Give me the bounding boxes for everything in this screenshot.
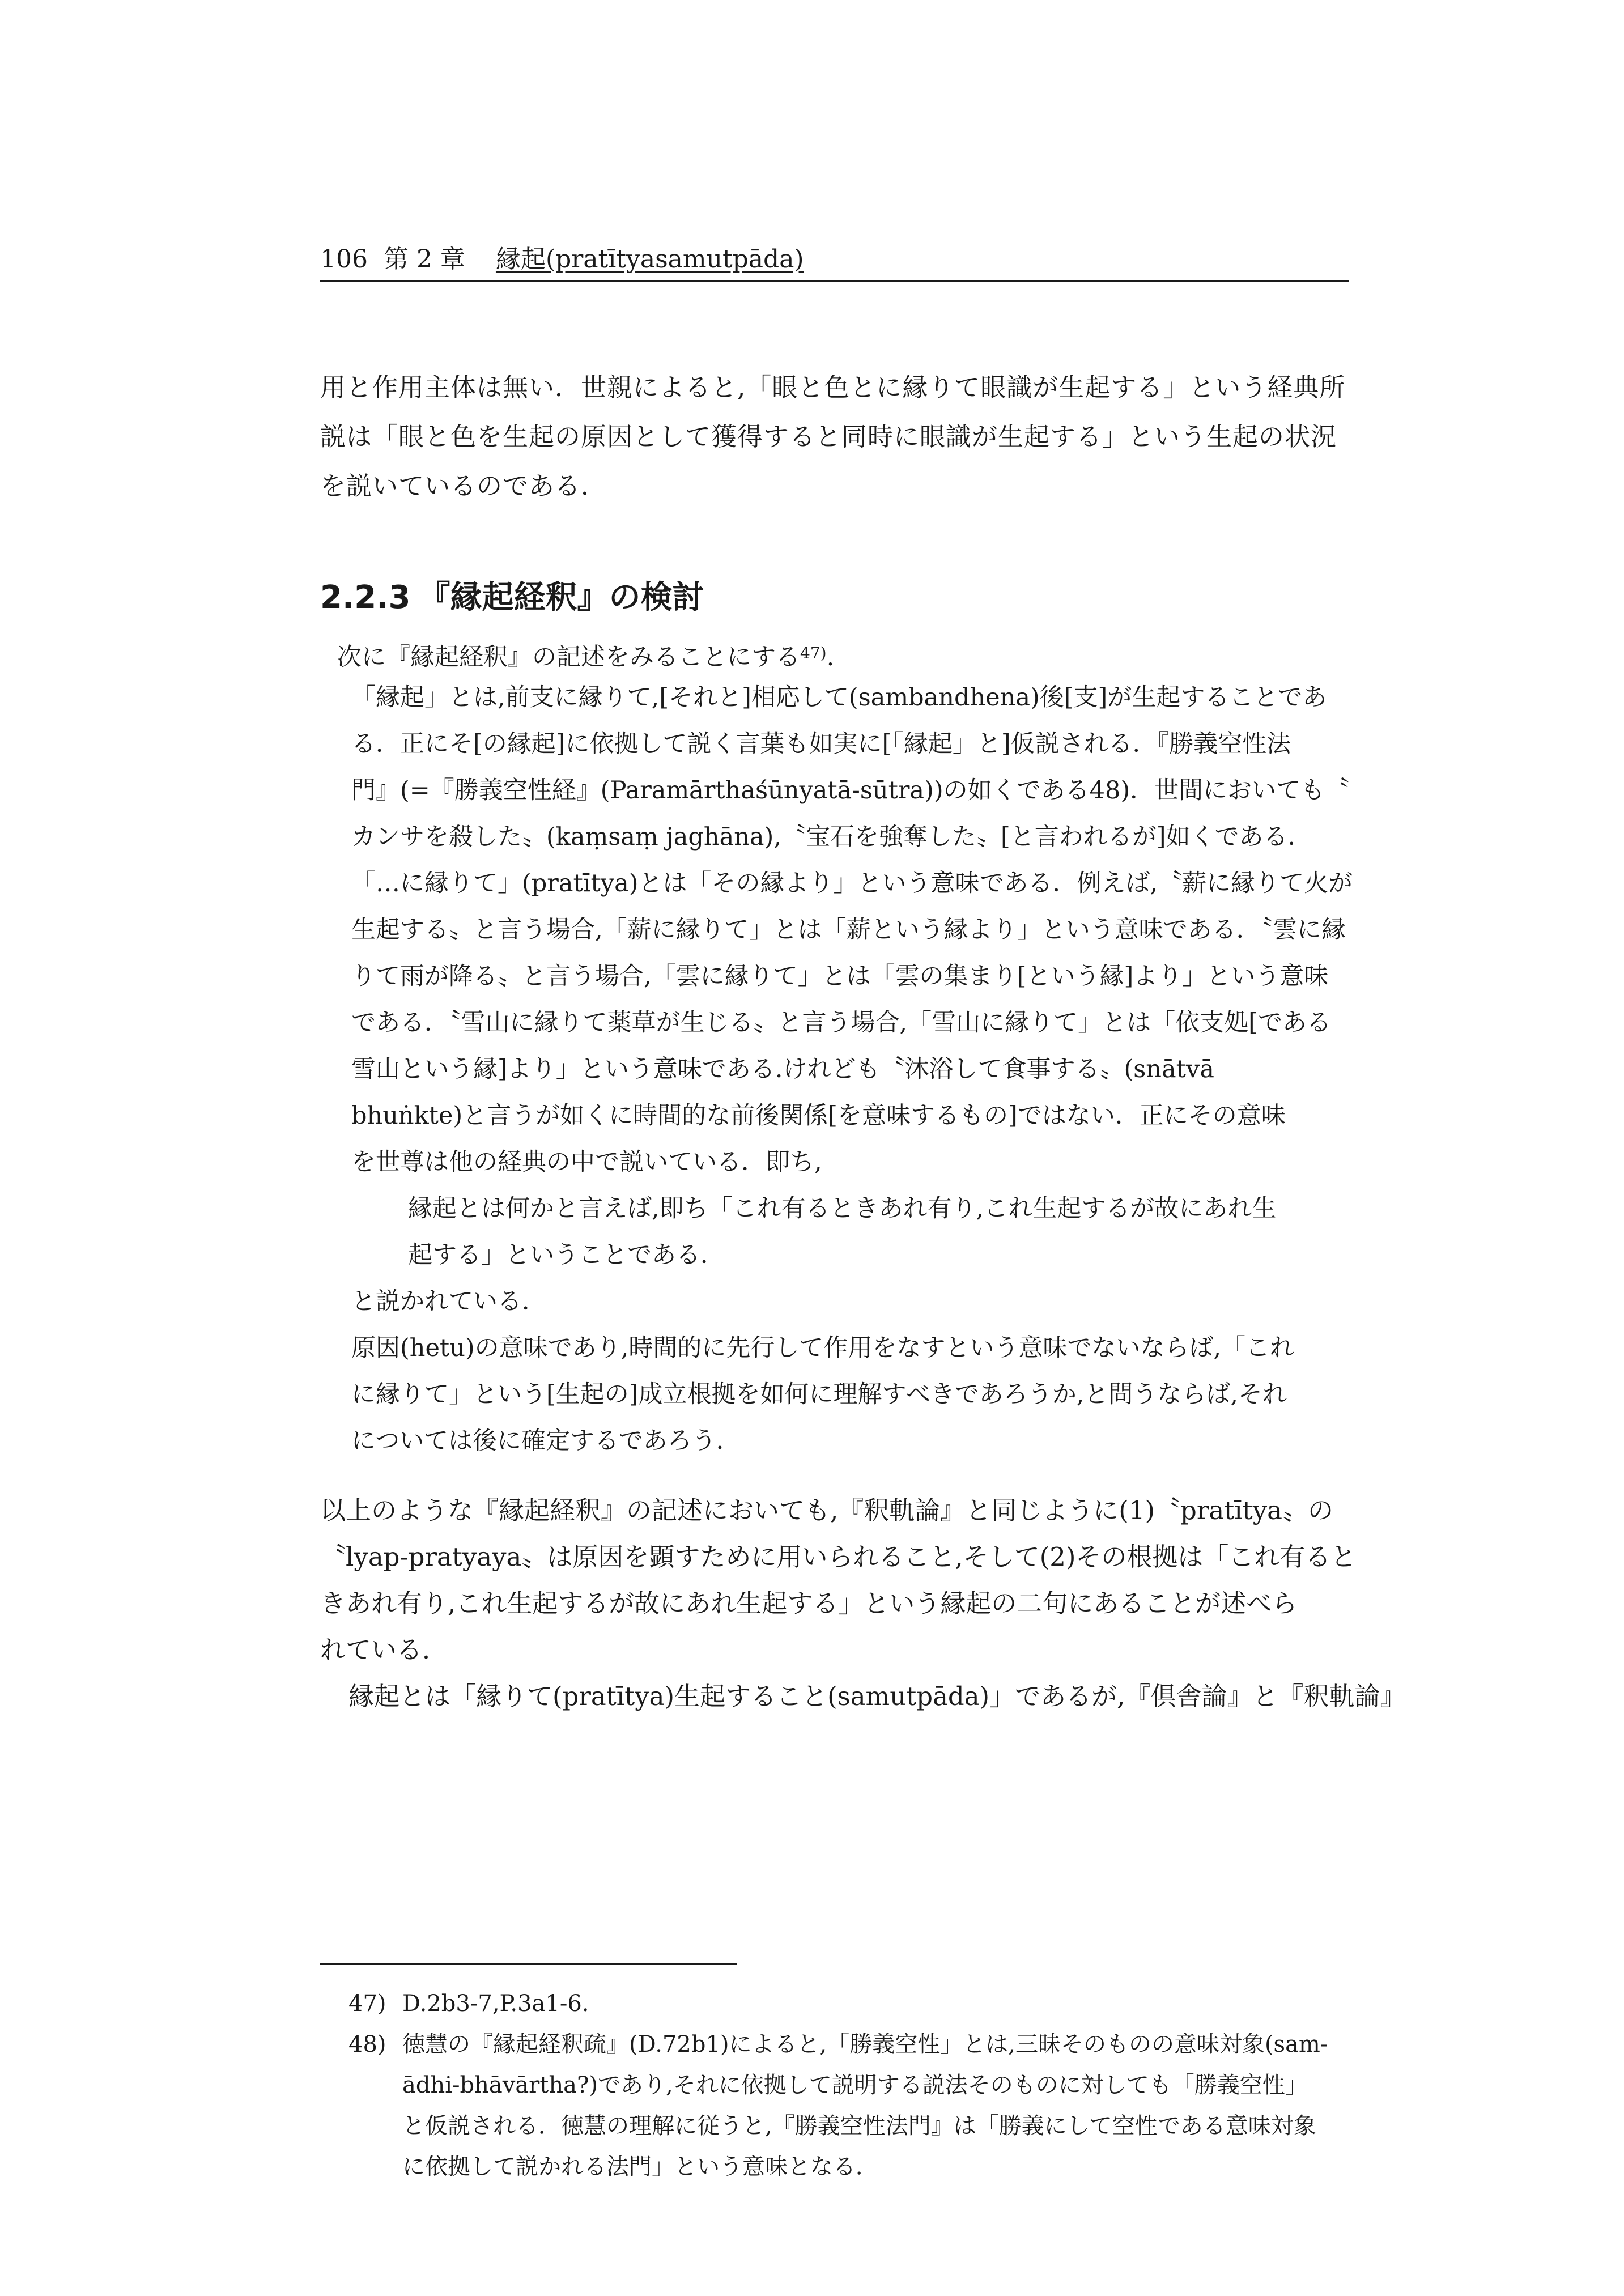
intro-text: 次に『縁起経釈』の記述をみることにする <box>337 643 800 671</box>
quote-line: 「…に縁りて」(pratītya)とは「その縁より」という意味である．例えば,〝薪に縁りて火が <box>351 869 1353 898</box>
paragraph-line: 〝lyap-pratyaya〟は原因を顕すために用いられること,そして(2)その根拠は「これ有ると <box>320 1542 1357 1572</box>
intro-sentence <box>337 631 834 680</box>
page-number: 106 <box>320 245 368 274</box>
inner-quote-line: 縁起とは何かと言えば,即ち「これ有るときあれ有り,これ生起するが故にあれ生 <box>408 1194 1277 1223</box>
footnote-47 <box>348 1983 1340 2024</box>
section-title: 『縁起経釈』の検討 <box>418 579 704 616</box>
quote-line: りて雨が降る〟と言う場合,「雲に縁りて」とは「雲の集まり[という縁]より」という意味 <box>351 962 1329 990</box>
footnote-text: 徳慧の『縁起経釈疏』(D.72b1)によると,「勝義空性」とは,三昧そのものの意味対象(sam- <box>402 2031 1328 2057</box>
footnote-number: 47) <box>348 1991 386 2017</box>
quote-line: 生起する〟と言う場合,「薪に縁りて」とは「薪という縁より」という意味である．〝雲に縁 <box>351 916 1346 944</box>
paragraph-line: 縁起とは「縁りて(pratītya)生起すること(samutpāda)」であるが,『倶舎論』と『釈軌論』 <box>348 1681 1406 1711</box>
footnote-separator <box>320 1963 737 1965</box>
quote-line: カンサを殺した〟(kaṃsaṃ jaghāna),〝宝石を強奪した〟[と言われるが]如くである． <box>351 823 1312 851</box>
section-heading <box>320 575 704 620</box>
inner-quote-line: 起する」ということである． <box>408 1241 725 1269</box>
quote-line: に縁りて」という[生起の]成立根拠を如何に理解すべきであろうか,と問うならば,それ <box>351 1380 1287 1409</box>
conclusion-paragraph <box>320 1487 1406 1720</box>
footnote-48 <box>348 2024 1340 2065</box>
quote-line: である．〝雪山に縁りて薬草が生じる〟と言う場合,「雪山に縁りて」とは「依支処[である <box>351 1009 1331 1037</box>
footnotes <box>348 1983 1340 2187</box>
footnote-continuation: と仮説される．徳慧の理解に従うと,『勝義空性法門』は「勝義にして空性である意味対象 <box>402 2113 1316 2139</box>
section-number: 2.2.3 <box>320 579 411 616</box>
footnote-ref-47[interactable]: 47) <box>800 644 827 662</box>
quote-line: 門』(=『勝義空性経』(Paramārthaśūnyatā-sūtra))の如くである48)．世間においても〝 <box>351 776 1350 805</box>
quote-line: る．正にそ[の縁起]に依拠して説く言葉も如実に[「縁起」と]仮説される．『勝義空性法 <box>351 730 1291 758</box>
opening-paragraph <box>320 363 1349 511</box>
chapter-label: 第 2 章 <box>383 245 465 274</box>
footnote-continuation: ādhi-bhāvārtha?)であり,それに依拠して説明する説法そのものに対しても「勝義空性」 <box>402 2072 1308 2098</box>
chapter-title: 縁起(pratītyasamutpāda) <box>495 245 804 274</box>
footnote-text: D.2b3-7,P.3a1-6. <box>402 1991 589 2017</box>
quote-line: を世尊は他の経典の中で説いている．即ち, <box>351 1148 822 1176</box>
running-header <box>320 243 1349 282</box>
footnote-continuation: に依拠して説かれる法門」という意味となる． <box>402 2154 878 2180</box>
paragraph-line: 説は「眼と色を生起の原因として獲得すると同時に眼識が生起する」という生起の状況 <box>320 422 1337 452</box>
quote-line: と説かれている． <box>351 1287 546 1316</box>
footnote-number: 48) <box>348 2031 386 2057</box>
quote-line: bhuṅkte)と言うが如くに時間的な前後関係[を意味するもの]ではない．正にその意味 <box>351 1102 1286 1130</box>
paragraph-line: 用と作用主体は無い．世親によると,「眼と色とに縁りて眼識が生起する」という経典所 <box>320 372 1346 402</box>
paragraph-line: れている． <box>320 1635 448 1665</box>
paragraph-line: を説いているのである． <box>320 471 607 501</box>
quote-line: については後に確定するであろう． <box>351 1427 741 1455</box>
quotation-block <box>351 674 1353 1464</box>
quote-line: 「縁起」とは,前支に縁りて,[それと]相応して(sambandhena)後[支]が生起することであ <box>351 683 1327 712</box>
quote-line: 原因(hetu)の意味であり,時間的に先行して作用をなすという意味でないならば,「これ <box>351 1334 1295 1362</box>
paragraph-line: きあれ有り,これ生起するが故にあれ生起する」という縁起の二句にあることが述べら <box>320 1588 1298 1618</box>
intro-tail: . <box>826 643 835 671</box>
paragraph-line: 以上のような『縁起経釈』の記述においても,『釈軌論』と同じように(1)〝pratītya〟の <box>320 1495 1334 1525</box>
quote-line: 雪山という縁]より」という意味である.けれども〝沐浴して食事する〟(snātvā <box>351 1055 1214 1083</box>
